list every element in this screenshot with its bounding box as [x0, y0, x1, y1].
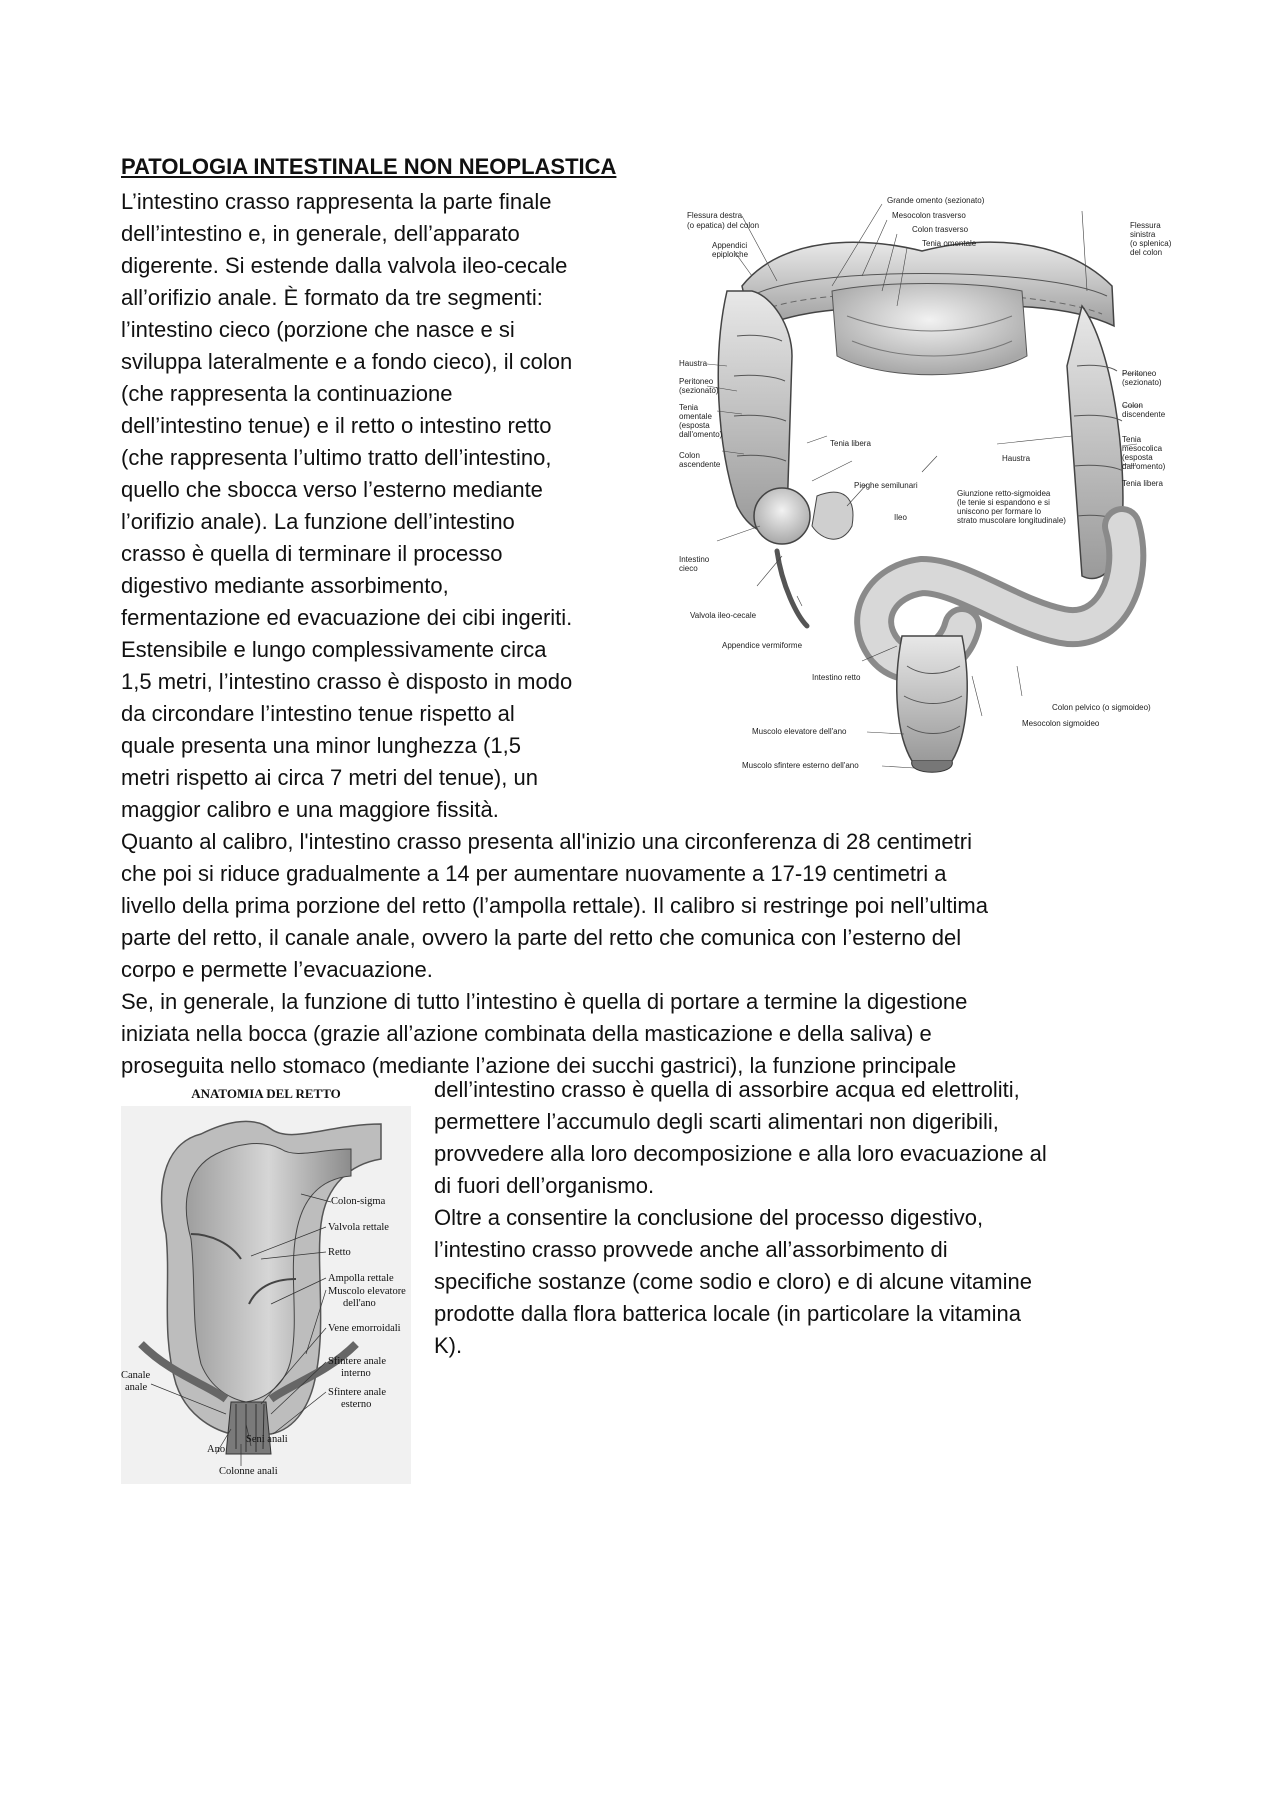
text-line: provvedere alla loro decomposizione e alla loro evacuazione al [434, 1141, 1047, 1166]
text-line: proseguita nello stomaco (mediante l’azione dei succhi gastrici), la funzione principale [121, 1053, 957, 1078]
label-colon-pelvico: Colon pelvico (o sigmoideo) [1052, 703, 1151, 712]
text-line: da circondare l’intestino tenue rispetto al [121, 701, 515, 726]
text-line: fermentazione ed evacuazione dei cibi ingeriti. [121, 605, 573, 630]
large-intestine-figure [679, 196, 1172, 791]
text-line: l’intestino cieco (porzione che nasce e si [121, 317, 515, 342]
text-line: dell’intestino e, in generale, dell’apparato [121, 221, 520, 246]
label-giunzione-retto-sigmoidea: (le tenie si espandono e si [957, 498, 1050, 507]
label-intestino-cieco: Intestino [679, 555, 710, 564]
label-colon-sigma: Colon-sigma [331, 1196, 386, 1207]
text-line: corpo e permette l’evacuazione. [121, 957, 433, 982]
text-line: iniziata nella bocca (grazie all’azione combinata della masticazione e della saliva) e [121, 1021, 932, 1046]
label-sfintere-interno: interno [341, 1368, 371, 1379]
label-tenia-omentale-left: dall'omento) [679, 430, 723, 439]
text-line: prodotte dalla flora batterica locale (in particolare la vitamina [434, 1301, 1021, 1326]
label-giunzione-retto-sigmoidea: Giunzione retto-sigmoidea [957, 489, 1051, 498]
label-tenia-libera-mid: Tenia libera [830, 439, 871, 448]
label-appendice-vermiforme: Appendice vermiforme [722, 641, 803, 650]
text-line: metri rispetto ai circa 7 metri del tenue), un [121, 765, 538, 790]
text-line: sviluppa lateralmente e a fondo cieco), il colon [121, 349, 573, 374]
label-intestino-retto: Intestino retto [812, 673, 861, 682]
text-line: l’orifizio anale). La funzione dell’intestino [121, 509, 515, 534]
label-flessura-sinistra: del colon [1130, 248, 1163, 257]
label-colon-discendente: Colon [1122, 401, 1143, 410]
rectum-anatomy-figure [121, 1084, 411, 1484]
label-tenia-omentale-left: (esposta [679, 421, 710, 430]
label-tenia-mesocolica: dall'omento) [1122, 462, 1166, 471]
text-line: (che rappresenta l’ultimo tratto dell’intestino, [121, 445, 552, 470]
label-peritoneo-right: Peritoneo [1122, 369, 1157, 378]
label-appendici-epiploiche: Appendici [712, 241, 748, 250]
label-tenia-omentale-left: Tenia [679, 403, 699, 412]
label-mesocolon-trasverso: Mesocolon trasverso [892, 211, 966, 220]
label-flessura-sinistra: Flessura [1130, 221, 1161, 230]
label-appendici-epiploiche: epiploiche [712, 250, 749, 259]
label-tenia-mesocolica: (esposta [1122, 453, 1153, 462]
label-tenia-omentale-top: Tenia omentale [922, 239, 977, 248]
label-colon-ascendente: ascendente [679, 460, 721, 469]
label-grande-omento: Grande omento (sezionato) [887, 196, 985, 205]
label-sfintere-esterno: Sfintere anale [328, 1387, 387, 1398]
label-sfintere-interno: Sfintere anale [328, 1356, 387, 1367]
label-ampolla-rettale: Ampolla rettale [328, 1273, 394, 1284]
label-ano: Ano [207, 1444, 226, 1455]
text-line: quello che sbocca verso l’esterno mediante [121, 477, 543, 502]
text-line: crasso è quella di terminare il processo [121, 541, 503, 566]
text-line: L’intestino crasso rappresenta la parte finale [121, 189, 552, 214]
text-line: livello della prima porzione del retto (l’ampolla rettale). Il calibro si restringe poi nell’ultima [121, 893, 988, 918]
text-line: parte del retto, il canale anale, ovvero la parte del retto che comunica con l’esterno del [121, 925, 962, 950]
label-canale-anale: anale [125, 1382, 148, 1393]
label-peritoneo-left: Peritoneo [679, 377, 714, 386]
colon-illustration [718, 242, 1126, 772]
text-line: quale presenta una minor lunghezza (1,5 [121, 733, 521, 758]
label-retto: Retto [328, 1247, 351, 1258]
label-tenia-libera-right: Tenia libera [1122, 479, 1163, 488]
label-colon-discendente: discendente [1122, 410, 1166, 419]
label-colonne-anali: Colonne anali [219, 1466, 278, 1477]
label-colon-ascendente: Colon [679, 451, 700, 460]
rectum-figure-title: ANATOMIA DEL RETTO [191, 1086, 341, 1101]
label-intestino-cieco: cieco [679, 564, 698, 573]
label-ileo: Ileo [894, 513, 907, 522]
text-line: Oltre a consentire la conclusione del processo digestivo, [434, 1205, 984, 1230]
text-line: specifiche sostanze (come sodio e cloro) e di alcune vitamine [434, 1269, 1032, 1294]
text-line: l’intestino crasso provvede anche all’assorbimento di [434, 1237, 948, 1262]
text-line: 1,5 metri, l’intestino crasso è disposto in modo [121, 669, 573, 694]
label-seni-anali: Seni anali [246, 1434, 288, 1445]
label-tenia-mesocolica: Tenia [1122, 435, 1142, 444]
text-line: dell’intestino tenue) e il retto o intestino retto [121, 413, 552, 438]
text-line: all’orifizio anale. È formato da tre segmenti: [121, 285, 543, 310]
label-haustra-right: Haustra [1002, 454, 1031, 463]
label-haustra-left: Haustra [679, 359, 708, 368]
body-text-block-wrapped [434, 1074, 1047, 1362]
label-muscolo-elevatore: Muscolo elevatore [328, 1286, 406, 1297]
label-valvola-rettale: Valvola rettale [328, 1222, 389, 1233]
label-flessura-sinistra: (o splenica) [1130, 239, 1172, 248]
label-peritoneo-left: (sezionato) [679, 386, 719, 395]
label-peritoneo-right: (sezionato) [1122, 378, 1162, 387]
text-line: Estensibile e lungo complessivamente circa [121, 637, 547, 662]
text-line: digestivo mediante assorbimento, [121, 573, 449, 598]
label-muscolo-sfintere: Muscolo sfintere esterno dell'ano [742, 761, 859, 770]
label-flessura-sinistra: sinistra [1130, 230, 1156, 239]
label-canale-anale: Canale [121, 1370, 151, 1381]
text-line: digerente. Si estende dalla valvola ileo-cecale [121, 253, 568, 278]
label-vene-emorroidali: Vene emorroidali [328, 1323, 401, 1334]
label-muscolo-elevatore: dell'ano [343, 1298, 376, 1309]
text-line: Se, in generale, la funzione di tutto l’intestino è quella di portare a termine la digestione [121, 989, 968, 1014]
text-line: (che rappresenta la continuazione [121, 381, 453, 406]
label-mesocolon-sigmoideo: Mesocolon sigmoideo [1022, 719, 1100, 728]
label-flessura-destra: (o epatica) del colon [687, 221, 760, 230]
label-pieghe-semilunari: Pieghe semilunari [854, 481, 918, 490]
text-line: che poi si riduce gradualmente a 14 per aumentare nuovamente a 17-19 centimetri a [121, 861, 947, 886]
text-line: dell’intestino crasso è quella di assorbire acqua ed elettroliti, [434, 1077, 1020, 1102]
text-line: maggior calibro e una maggiore fissità. [121, 797, 499, 822]
label-colon-trasverso: Colon trasverso [912, 225, 969, 234]
label-muscolo-elevatore: Muscolo elevatore dell'ano [752, 727, 847, 736]
text-line: permettere l’accumulo degli scarti alimentari non digeribili, [434, 1109, 999, 1134]
label-tenia-omentale-left: omentale [679, 412, 712, 421]
text-line: K). [434, 1333, 463, 1358]
label-valvola-ileocecale: Valvola ileo-cecale [690, 611, 757, 620]
page-title: PATOLOGIA INTESTINALE NON NEOPLASTICA [121, 154, 617, 179]
label-sfintere-esterno: esterno [341, 1399, 372, 1410]
label-giunzione-retto-sigmoidea: uniscono per formare lo [957, 507, 1042, 516]
label-flessura-destra: Flessura destra [687, 211, 743, 220]
text-line: Quanto al calibro, l'intestino crasso presenta all'inizio una circonferenza di 28 centimetri [121, 829, 972, 854]
label-tenia-mesocolica: mesocolica [1122, 444, 1163, 453]
label-giunzione-retto-sigmoidea: strato muscolare longitudinale) [957, 516, 1066, 525]
text-line: di fuori dell’organismo. [434, 1173, 655, 1198]
